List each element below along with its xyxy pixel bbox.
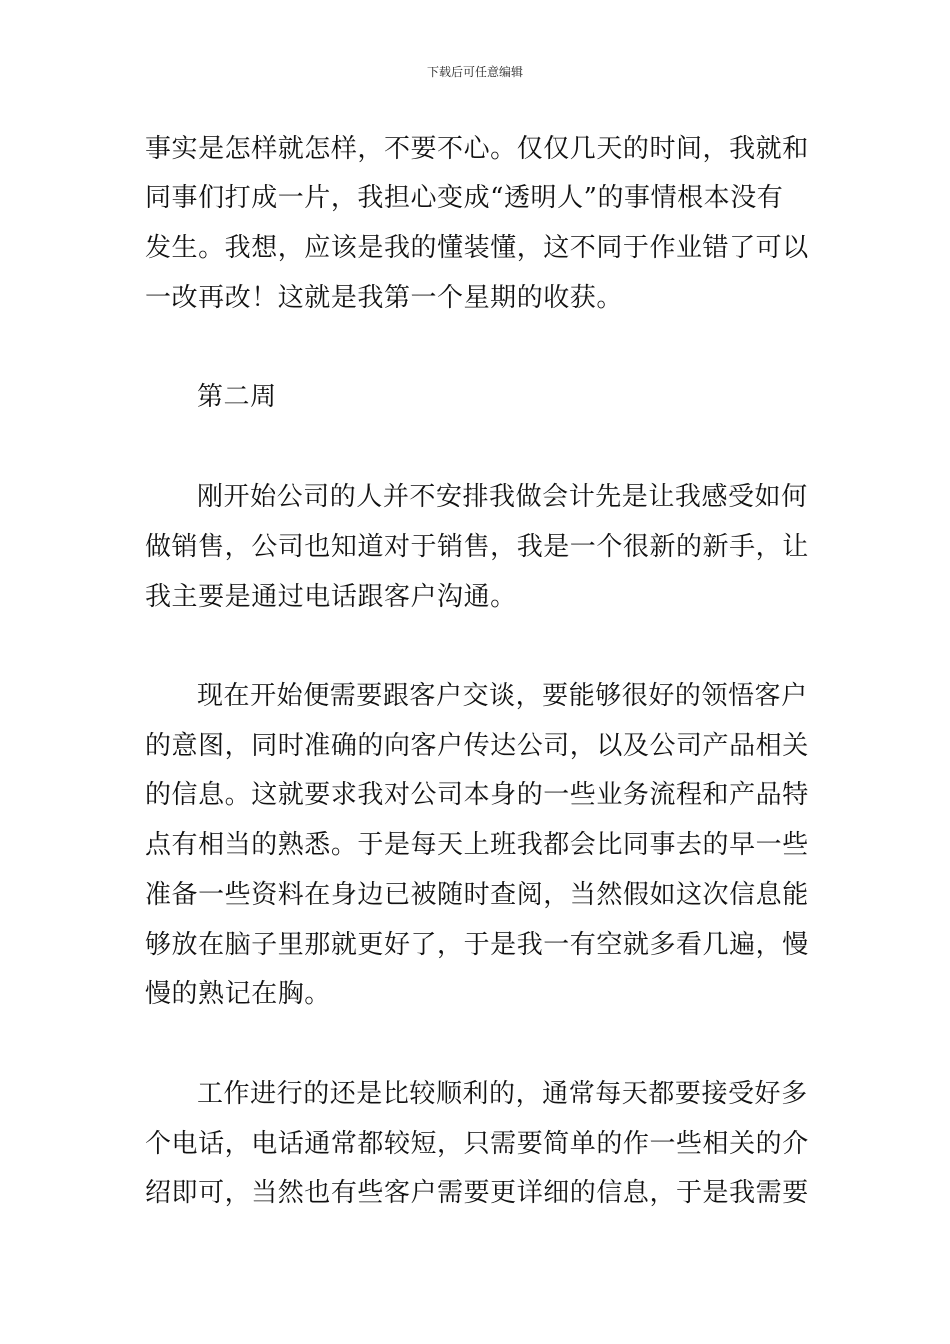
section-heading: 第二周	[197, 382, 277, 412]
paragraph-line: 个电话，电话通常都较短，只需要简单的作一些相关的介	[145, 1129, 809, 1159]
paragraph-line: 事实是怎样就怎样，不要不心。仅仅几天的时间，我就和	[145, 134, 809, 164]
paragraph-line: 慢的熟记在胸。	[145, 979, 331, 1009]
paragraph-line: 准备一些资料在身边已被随时查阅，当然假如这次信息能	[145, 880, 809, 910]
paragraph-line: 的意图，同时准确的向客户传达公司，以及公司产品相关	[145, 731, 809, 761]
paragraph-line: 点有相当的熟悉。于是每天上班我都会比同事去的早一些	[145, 830, 809, 860]
paragraph-line: 现在开始便需要跟客户交谈，要能够很好的领悟客户	[197, 681, 808, 711]
paragraph-line: 的信息。这就要求我对公司本身的一些业务流程和产品特	[145, 780, 809, 810]
paragraph-line: 同事们打成一片，我担心变成“透明人”的事情根本没有	[145, 183, 784, 213]
paragraph-line: 够放在脑子里那就更好了，于是我一有空就多看几遍，慢	[145, 930, 809, 960]
paragraph-line: 绍即可，当然也有些客户需要更详细的信息，于是我需要	[145, 1178, 809, 1208]
page-header: 下载后可任意编辑	[426, 65, 523, 79]
paragraph-line: 刚开始公司的人并不安排我做会计先是让我感受如何	[197, 482, 808, 512]
paragraph-line: 做销售，公司也知道对于销售，我是一个很新的新手，让	[145, 532, 809, 562]
paragraph-line: 发生。我想，应该是我的懂装懂，这不同于作业错了可以	[145, 233, 809, 263]
paragraph-line: 一改再改！这就是我第一个星期的收获。	[145, 283, 623, 313]
paragraph-line: 我主要是通过电话跟客户沟通。	[145, 582, 517, 612]
paragraph-line: 工作进行的还是比较顺利的，通常每天都要接受好多	[197, 1079, 808, 1109]
